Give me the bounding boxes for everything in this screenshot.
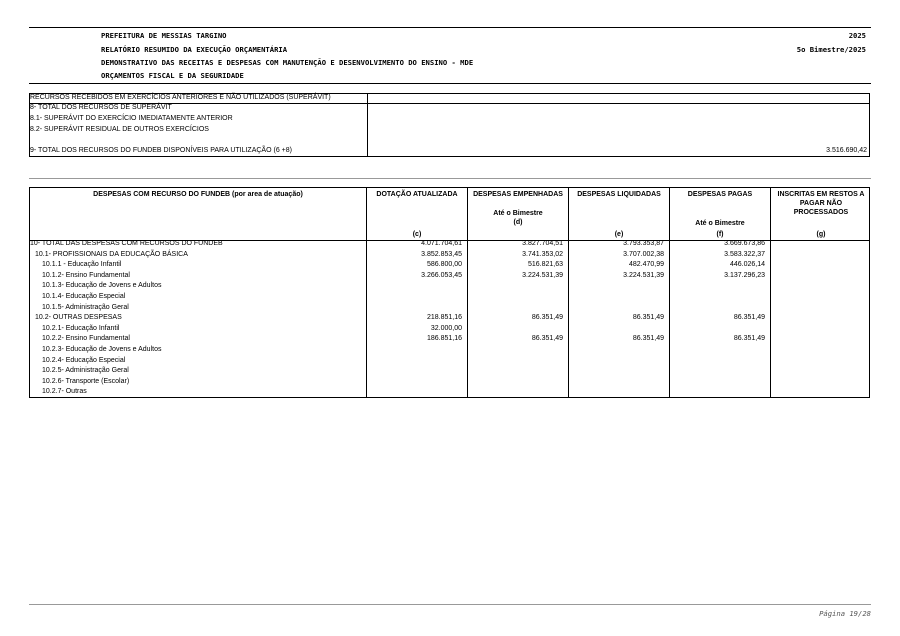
superavit-row-label: 8.2- SUPERÁVIT RESIDUAL DE OUTROS EXERCÍCIOS bbox=[30, 126, 209, 133]
budget-scope: ORÇAMENTOS FISCAL E DA SEGURIDADE bbox=[101, 71, 244, 80]
header-code-e: (e) bbox=[614, 231, 624, 238]
header-restos-line3: PROCESSADOS bbox=[793, 209, 849, 216]
table-row bbox=[30, 357, 869, 368]
cell-c: 186.851,16 bbox=[426, 335, 462, 343]
report-year: 2025 bbox=[848, 31, 866, 40]
cell-e: 3.707.002,38 bbox=[623, 250, 664, 258]
cell-d: 516.821,63 bbox=[527, 261, 563, 269]
cell-e: 86.351,49 bbox=[632, 314, 664, 322]
table-row bbox=[30, 304, 869, 315]
cell-c: 3.266.053,45 bbox=[421, 271, 462, 279]
row-label: 10.1.4- Educação Especial bbox=[42, 293, 126, 300]
row-label: 10.1.1 - Educação Infantil bbox=[42, 261, 122, 269]
cell-d: 3.827.704,51 bbox=[522, 240, 563, 247]
row-label: 10.1- PROFISSIONAIS DA EDUCAÇÃO BÁSICA bbox=[35, 250, 188, 258]
header-restos-line1: INSCRITAS EM RESTOS A bbox=[777, 191, 865, 198]
fundeb-expenses-table bbox=[29, 187, 870, 398]
cell-f: 446.026,14 bbox=[729, 261, 765, 269]
header-restos-line2: PAGAR NÃO bbox=[799, 200, 843, 207]
header-liquidadas: DESPESAS LIQUIDADAS bbox=[577, 191, 661, 198]
footer-rule bbox=[29, 604, 871, 605]
row-label: 10.2- OUTRAS DESPESAS bbox=[35, 314, 122, 322]
row-label: 10.2.4- Educação Especial bbox=[42, 356, 126, 364]
row-label: 10- TOTAL DAS DESPESAS COM RECURSOS DO FUNDEB bbox=[30, 240, 223, 247]
superavit-table bbox=[29, 93, 870, 157]
cell-f: 3.137.296,23 bbox=[724, 271, 765, 279]
header-code-c: (c) bbox=[412, 231, 422, 238]
entity-name: PREFEITURA DE MESSIAS TARGINO bbox=[101, 31, 227, 40]
section-separator bbox=[29, 178, 871, 179]
cell-c: 586.800,00 bbox=[426, 261, 462, 269]
cell-f: 86.351,49 bbox=[733, 314, 765, 322]
table-row bbox=[30, 314, 869, 325]
superavit-row-label: 8- TOTAL DOS RECURSOS DE SUPERÁVIT bbox=[30, 104, 172, 111]
superavit-row-label: 9- TOTAL DOS RECURSOS DO FUNDEB DISPONÍVEIS PARA UTILIZAÇÃO (6 +8) bbox=[30, 147, 292, 154]
report-subtitle: DEMONSTRATIVO DAS RECEITAS E DESPESAS COM MANUTENÇÃO E DESENVOLVIMENTO DO ENSINO - MDE bbox=[101, 58, 474, 67]
cell-f: 86.351,49 bbox=[733, 335, 765, 343]
table-row bbox=[30, 282, 869, 293]
table-row bbox=[30, 251, 869, 262]
cell-e: 3.224.531,39 bbox=[623, 271, 664, 279]
row-label: 10.2.6- Transporte (Escolar) bbox=[42, 377, 130, 385]
superavit-row-label: 8.1- SUPERÁVIT DO EXERCÍCIO IMEDIATAMENTE ANTERIOR bbox=[30, 115, 233, 122]
header-description: DESPESAS COM RECURSO DO FUNDEB (por area de atuação) bbox=[93, 191, 303, 198]
row-label: 10.2.3- Educação de Jovens e Adultos bbox=[42, 346, 162, 353]
cell-d: 3.741.353,02 bbox=[522, 250, 563, 258]
cell-c: 218.851,16 bbox=[426, 314, 462, 322]
report-period: 5o Bimestre/2025 bbox=[796, 45, 866, 54]
header-bottom-rule bbox=[29, 83, 871, 84]
cell-e: 482.470,99 bbox=[628, 261, 664, 269]
report-title: RELATÓRIO RESUMIDO DA EXECUÇÃO ORÇAMENTÁRIA bbox=[101, 45, 288, 54]
row-label: 10.2.5- Administração Geral bbox=[42, 367, 129, 375]
table-row bbox=[30, 293, 869, 304]
cell-d: 3.224.531,39 bbox=[522, 271, 563, 279]
table-row bbox=[30, 367, 869, 378]
table-row bbox=[30, 335, 869, 346]
header-code-f: (f) bbox=[716, 231, 724, 238]
row-label: 10.2.7- Outras bbox=[42, 388, 87, 396]
cell-c: 3.852.853,45 bbox=[421, 250, 462, 258]
cell-e: 3.793.353,87 bbox=[623, 240, 664, 247]
cell-c: 4.071.704,61 bbox=[421, 240, 462, 247]
header-pagas: DESPESAS PAGAS bbox=[687, 191, 753, 198]
row-label: 10.1.3- Educação de Jovens e Adultos bbox=[42, 282, 162, 290]
row-label: 10.2.1- Educação Infantil bbox=[42, 324, 120, 332]
row-label: 10.1.5- Administração Geral bbox=[42, 303, 129, 311]
table-row bbox=[30, 325, 869, 336]
page-number: Página 19/28 bbox=[819, 609, 871, 618]
cell-d: 86.351,49 bbox=[531, 314, 563, 322]
table-row bbox=[30, 378, 869, 389]
row-label: 10.2.2- Ensino Fundamental bbox=[42, 335, 130, 343]
superavit-header: RECURSOS RECEBIDOS EM EXERCÍCIOS ANTERIORES E NÃO UTILIZADOS (SUPERÁVIT) bbox=[30, 94, 331, 101]
cell-f: 3.583.322,37 bbox=[724, 250, 765, 258]
header-empenhadas: DESPESAS EMPENHADAS bbox=[473, 191, 563, 198]
cell-e: 86.351,49 bbox=[632, 335, 664, 343]
superavit-total-value: 3.516.690,42 bbox=[826, 147, 867, 154]
cell-d: 86.351,49 bbox=[531, 335, 563, 343]
header-code-d: (d) bbox=[513, 219, 523, 226]
cell-c: 32.000,00 bbox=[430, 324, 462, 332]
table-row bbox=[30, 388, 869, 399]
table-row bbox=[30, 272, 869, 283]
top-rule bbox=[29, 27, 871, 28]
table-row bbox=[30, 261, 869, 272]
header-code-g: (g) bbox=[816, 231, 826, 238]
row-label: 10.1.2- Ensino Fundamental bbox=[42, 271, 130, 279]
header-ate-bimestre: Até o Bimestre bbox=[695, 220, 745, 227]
table-row bbox=[30, 346, 869, 357]
header-ate-bimestre: Até o Bimestre bbox=[493, 210, 543, 217]
table-row bbox=[30, 240, 869, 251]
header-dotacao: DOTAÇÃO ATUALIZADA bbox=[376, 191, 458, 198]
cell-f: 3.669.673,86 bbox=[724, 240, 765, 247]
